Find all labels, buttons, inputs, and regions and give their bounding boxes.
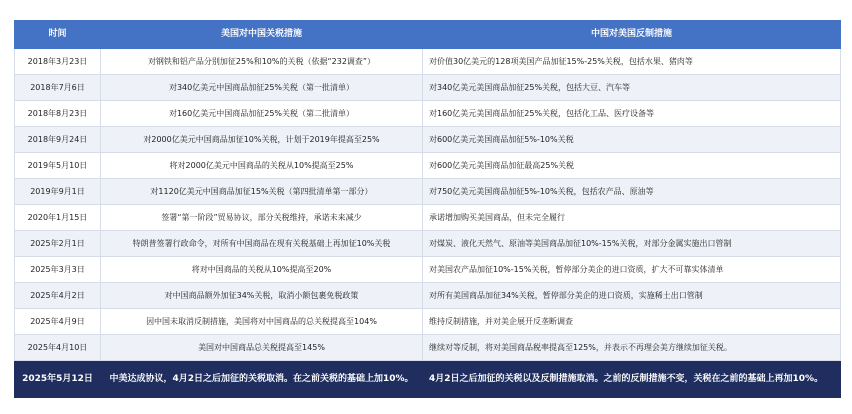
cell-us-measure: 因中国未取消反制措施，美国将对中国商品的总关税提高至104%: [101, 309, 423, 335]
table-row: [15, 49, 841, 75]
cell-us-measure: 对中国商品额外加征34%关税，取消小额包裹免税政策: [101, 283, 423, 309]
cell-cn-measure: 对600亿美元美国商品加征5%-10%关税: [423, 127, 841, 153]
cell-cn-measure: 对价值30亿美元的128项美国产品加征15%-25%关税，包括水果、猪肉等: [423, 49, 841, 75]
cell-us-measure: 对钢铁和铝产品分别加征25%和10%的关税（依据“232调查”）: [101, 49, 423, 75]
table-row: [15, 179, 841, 205]
cell-cn-measure: 对600亿美元美国商品加征最高25%关税: [423, 153, 841, 179]
header-date: 时间: [15, 21, 101, 49]
cell-date: 2019年5月10日: [15, 153, 101, 179]
tariff-measures-table: [14, 20, 841, 398]
table-row: [15, 231, 841, 257]
cell-us-measure: 签署“第一阶段”贸易协议，部分关税维持，承诺未来减少: [101, 205, 423, 231]
cell-us-measure: 美国对中国商品总关税提高至145%: [101, 335, 423, 361]
table-row: [15, 153, 841, 179]
cell-date: 2025年5月12日: [15, 361, 101, 398]
cell-date: 2020年1月15日: [15, 205, 101, 231]
cell-cn-measure: 对煤炭、液化天然气、原油等美国商品加征10%-15%关税，对部分金属实施出口管制: [423, 231, 841, 257]
cell-date: 2019年9月1日: [15, 179, 101, 205]
cell-us-measure: 对2000亿美元中国商品加征10%关税，计划于2019年提高至25%: [101, 127, 423, 153]
table-row: [15, 309, 841, 335]
table-row: [15, 335, 841, 361]
cell-cn-measure: 对750亿美元美国商品加征5%-10%关税，包括农产品、原油等: [423, 179, 841, 205]
cell-cn-measure: 对所有美国商品加征34%关税，暂停部分美企的进口资质，实施稀土出口管制: [423, 283, 841, 309]
cell-cn-measure: 4月2日之后加征的关税以及反制措施取消。之前的反制措施不变，关税在之前的基础上再加10%。: [423, 361, 841, 398]
cell-cn-measure: 承诺增加购买美国商品，但未完全履行: [423, 205, 841, 231]
cell-us-measure: 对1120亿美元中国商品加征15%关税（第四批清单第一部分）: [101, 179, 423, 205]
cell-date: 2018年7月6日: [15, 75, 101, 101]
cell-us-measure: 对160亿美元中国商品加征25%关税（第二批清单）: [101, 101, 423, 127]
cell-us-measure: 特朗普签署行政命令，对所有中国商品在现有关税基础上再加征10%关税: [101, 231, 423, 257]
table-header-row: [15, 21, 841, 49]
cell-us-measure: 中美达成协议，4月2日之后加征的关税取消。在之前关税的基础上加10%。: [101, 361, 423, 398]
cell-date: 2018年3月23日: [15, 49, 101, 75]
cell-date: 2025年4月10日: [15, 335, 101, 361]
cell-date: 2025年4月9日: [15, 309, 101, 335]
table-row: [15, 75, 841, 101]
cell-cn-measure: 继续对等反制，将对美国商品税率提高至125%，并表示不再理会美方继续加征关税。: [423, 335, 841, 361]
cell-us-measure: 将对中国商品的关税从10%提高至20%: [101, 257, 423, 283]
table-row: [15, 101, 841, 127]
cell-date: 2025年2月1日: [15, 231, 101, 257]
cell-date: 2018年8月23日: [15, 101, 101, 127]
cell-cn-measure: 对160亿美元美国商品加征25%关税，包括化工品、医疗设备等: [423, 101, 841, 127]
cell-cn-measure: 对340亿美元美国商品加征25%关税，包括大豆、汽车等: [423, 75, 841, 101]
cell-date: 2025年4月2日: [15, 283, 101, 309]
cell-cn-measure: 对美国农产品加征10%-15%关税，暂停部分美企的进口资质，扩大不可靠实体清单: [423, 257, 841, 283]
cell-us-measure: 对340亿美元中国商品加征25%关税（第一批清单）: [101, 75, 423, 101]
table-row-final-agreement: [15, 361, 841, 398]
cell-date: 2018年9月24日: [15, 127, 101, 153]
cell-us-measure: 将对2000亿美元中国商品的关税从10%提高至25%: [101, 153, 423, 179]
table-row: [15, 283, 841, 309]
cell-date: 2025年3月3日: [15, 257, 101, 283]
header-us-measures: 美国对中国关税措施: [101, 21, 423, 49]
header-cn-countermeasures: 中国对美国反制措施: [423, 21, 841, 49]
table-row: [15, 205, 841, 231]
cell-cn-measure: 维持反制措施，并对美企展开反垄断调查: [423, 309, 841, 335]
table-row: [15, 257, 841, 283]
table-row: [15, 127, 841, 153]
